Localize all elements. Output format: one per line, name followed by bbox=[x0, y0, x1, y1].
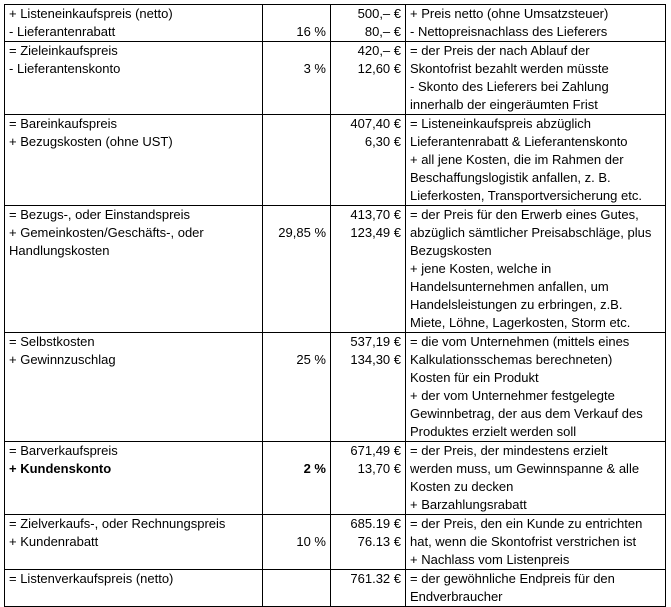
description-line: Endverbraucher bbox=[410, 589, 503, 604]
amount-value: 537,19 € bbox=[350, 334, 401, 349]
description-line: - Nettopreisnachlass des Lieferers bbox=[410, 24, 608, 39]
percentage-cell bbox=[263, 206, 331, 333]
position-label: = Listenverkaufspreis (netto) bbox=[9, 571, 174, 586]
percentage-value bbox=[267, 333, 326, 351]
position-label-cell bbox=[5, 333, 263, 442]
amount-value: 80,– € bbox=[364, 24, 401, 39]
position-label: + Gewinnzuschlag bbox=[9, 352, 116, 367]
amount-value: 500,– € bbox=[357, 6, 401, 21]
position-label: = Zieleinkaufspreis bbox=[9, 43, 118, 58]
description-line: = der Preis der nach Ablauf der bbox=[410, 43, 590, 58]
amount-value: 12,60 € bbox=[357, 61, 401, 76]
table-row bbox=[5, 442, 666, 515]
percentage-value: 3 % bbox=[303, 61, 326, 76]
position-label: = Selbstkosten bbox=[9, 334, 95, 349]
description-line: + Nachlass vom Listenpreis bbox=[410, 552, 570, 567]
amount-value: 413,70 € bbox=[350, 207, 401, 222]
percentage-value bbox=[267, 115, 326, 133]
description-line: abzüglich sämtlicher Preisabschläge, plus bbox=[410, 225, 652, 240]
amount-cell bbox=[331, 5, 406, 42]
amount-cell bbox=[331, 570, 406, 607]
percentage-cell bbox=[263, 515, 331, 570]
table-row bbox=[5, 333, 666, 442]
description-line: Skontofrist bezahlt werden müsste bbox=[410, 61, 609, 76]
percentage-value bbox=[267, 515, 326, 533]
percentage-cell bbox=[263, 5, 331, 42]
description-cell bbox=[406, 115, 666, 206]
table-row bbox=[5, 115, 666, 206]
percentage-value bbox=[267, 42, 326, 60]
percentage-value bbox=[267, 5, 326, 23]
description-line: Kalkulationsschemas berechneten) bbox=[410, 352, 613, 367]
percentage-cell bbox=[263, 570, 331, 607]
position-label: + Listeneinkaufspreis (netto) bbox=[9, 6, 173, 21]
position-label-cell bbox=[5, 570, 263, 607]
position-label: = Bareinkaufspreis bbox=[9, 116, 118, 131]
description-line: Lieferkosten, Transportversicherung etc. bbox=[410, 188, 642, 203]
percentage-value bbox=[267, 442, 326, 460]
description-cell bbox=[406, 333, 666, 442]
description-line: Handelsleistungen zu erbringen, z.B. bbox=[410, 297, 623, 312]
description-line: Handelsunternehmen anfallen, um bbox=[410, 279, 609, 294]
position-label: Handlungskosten bbox=[9, 243, 110, 258]
position-label: + Kundenrabatt bbox=[9, 534, 99, 549]
percentage-cell bbox=[263, 42, 331, 115]
description-line: Bezugskosten bbox=[410, 243, 492, 258]
description-line: + all jene Kosten, die im Rahmen der bbox=[410, 152, 624, 167]
position-label-cell bbox=[5, 442, 263, 515]
percentage-value: 2 % bbox=[303, 461, 326, 476]
description-line: + jene Kosten, welche in bbox=[410, 261, 552, 276]
amount-value: 13,70 € bbox=[357, 461, 401, 476]
description-line: Produktes erzielt werden soll bbox=[410, 424, 577, 439]
description-cell bbox=[406, 206, 666, 333]
position-label: - Lieferantenskonto bbox=[9, 61, 121, 76]
table-row bbox=[5, 5, 666, 42]
description-line: werden muss, um Gewinnspanne & alle bbox=[410, 461, 640, 476]
amount-cell bbox=[331, 515, 406, 570]
description-line: Beschaffungslogistik anfallen, z. B. bbox=[410, 170, 611, 185]
percentage-value: 10 % bbox=[296, 534, 326, 549]
description-line: Miete, Löhne, Lagerkosten, Storm etc. bbox=[410, 315, 631, 330]
percentage-cell bbox=[263, 333, 331, 442]
position-label: = Zielverkaufs-, oder Rechnungspreis bbox=[9, 516, 226, 531]
amount-value: 6,30 € bbox=[364, 134, 401, 149]
description-line: = der Preis, den ein Kunde zu entrichten bbox=[410, 516, 643, 531]
description-cell bbox=[406, 5, 666, 42]
description-cell bbox=[406, 515, 666, 570]
description-line: - Skonto des Lieferers bei Zahlung bbox=[410, 79, 609, 94]
position-label-cell bbox=[5, 515, 263, 570]
position-label: = Bezugs-, oder Einstandspreis bbox=[9, 207, 191, 222]
percentage-value bbox=[267, 570, 326, 588]
calculation-table bbox=[4, 4, 666, 607]
amount-value: 671,49 € bbox=[350, 443, 401, 458]
table-row bbox=[5, 206, 666, 333]
description-line: hat, wenn die Skontofrist verstrichen ist bbox=[410, 534, 637, 549]
position-label: + Bezugskosten (ohne UST) bbox=[9, 134, 173, 149]
amount-value: 134,30 € bbox=[350, 352, 401, 367]
position-label: + Kundenskonto bbox=[9, 461, 112, 476]
amount-cell bbox=[331, 442, 406, 515]
description-line: = Listeneinkaufspreis abzüglich bbox=[410, 116, 592, 131]
description-line: = der gewöhnliche Endpreis für den bbox=[410, 571, 615, 586]
amount-value: 761.32 € bbox=[350, 571, 401, 586]
description-line: + Barzahlungsrabatt bbox=[410, 497, 527, 512]
description-cell bbox=[406, 42, 666, 115]
percentage-value: 16 % bbox=[296, 24, 326, 39]
position-label: = Barverkaufspreis bbox=[9, 443, 118, 458]
description-cell bbox=[406, 570, 666, 607]
description-line: + der vom Unternehmer festgelegte bbox=[410, 388, 615, 403]
percentage-value: 29,85 % bbox=[278, 225, 326, 240]
description-line: = der Preis für den Erwerb eines Gutes, bbox=[410, 207, 639, 222]
percentage-cell bbox=[263, 442, 331, 515]
description-cell bbox=[406, 442, 666, 515]
position-label-cell bbox=[5, 5, 263, 42]
description-line: Gewinnbetrag, der aus dem Verkauf des bbox=[410, 406, 643, 421]
percentage-value bbox=[267, 133, 326, 151]
description-line: = die vom Unternehmen (mittels eines bbox=[410, 334, 630, 349]
amount-value: 123,49 € bbox=[350, 225, 401, 240]
position-label-cell bbox=[5, 206, 263, 333]
amount-cell bbox=[331, 333, 406, 442]
amount-value: 420,– € bbox=[357, 43, 401, 58]
description-line: + Preis netto (ohne Umsatzsteuer) bbox=[410, 6, 609, 21]
amount-value: 685.19 € bbox=[350, 516, 401, 531]
position-label: + Gemeinkosten/Geschäfts-, oder bbox=[9, 225, 204, 240]
table-row bbox=[5, 570, 666, 607]
position-label-cell bbox=[5, 42, 263, 115]
description-line: Kosten für ein Produkt bbox=[410, 370, 539, 385]
amount-cell bbox=[331, 206, 406, 333]
position-label-cell bbox=[5, 115, 263, 206]
description-line: = der Preis, der mindestens erzielt bbox=[410, 443, 608, 458]
description-line: Kosten zu decken bbox=[410, 479, 514, 494]
percentage-value: 25 % bbox=[296, 352, 326, 367]
amount-cell bbox=[331, 42, 406, 115]
table-row bbox=[5, 515, 666, 570]
position-label: - Lieferantenrabatt bbox=[9, 24, 116, 39]
amount-value: 407,40 € bbox=[350, 116, 401, 131]
percentage-value bbox=[267, 206, 326, 224]
description-line: Lieferantenrabatt & Lieferantenskonto bbox=[410, 134, 628, 149]
table-row bbox=[5, 42, 666, 115]
percentage-cell bbox=[263, 115, 331, 206]
amount-value: 76.13 € bbox=[357, 534, 401, 549]
description-line: innerhalb der eingeräumten Frist bbox=[410, 97, 598, 112]
amount-cell bbox=[331, 115, 406, 206]
